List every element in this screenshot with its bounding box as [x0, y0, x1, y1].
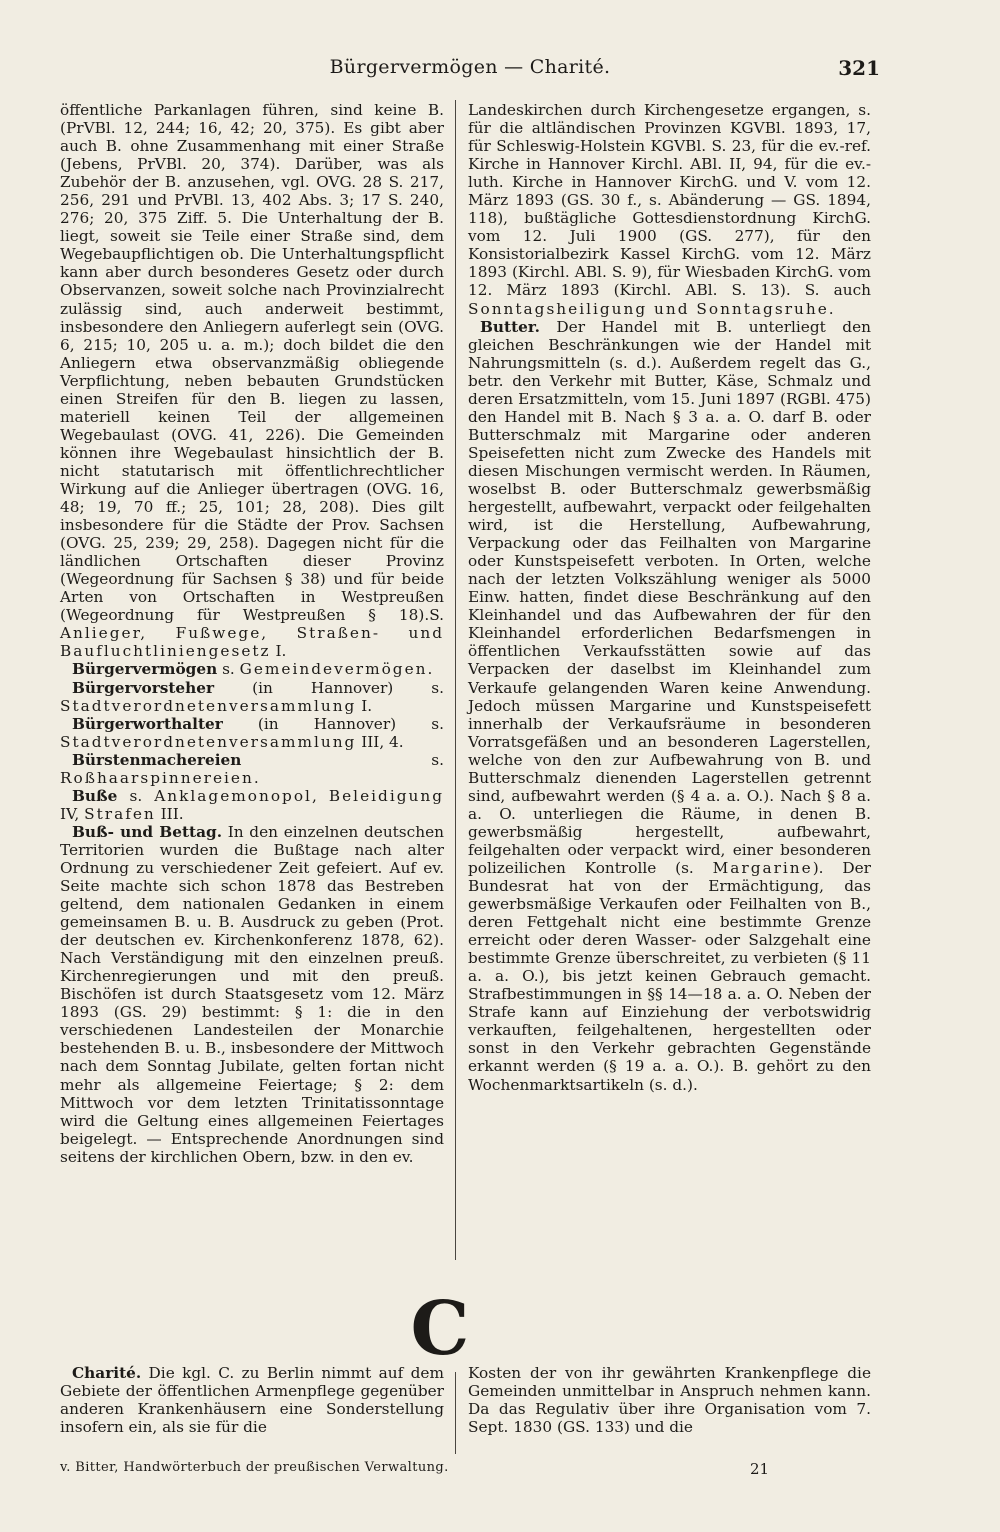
entry-buss-und-bettag: Buß- und Bettag. In den einzelnen deutschen Territorien wurden die Bußtage nach alter Ordnung zu verschiedener Zeit gefeiert. Auf ev. Seite machte sich schon 1878 das Bestreben geltend, dem nationalen Gedanken in einem gemeinsamen B. u. B. Ausdruck zu geben (Prot. der deutschen ev. Kirchenkonferenz 1878, 62). Nach Verständigung mit den einzelnen preuß. Kirchenregierungen und mit den preuß. Bischöfen ist durch Staatsgesetz vom 12. März 1893 (GS. 29) bestimmt: § 1: die in den verschiedenen Landesteilen der Monarchie bestehenden B. u. B., insbesondere der Mittwoch nach dem Sonntag Jubilate, gelten fortan nicht mehr als allgemeine Feiertage; § 2: dem Mittwoch vor dem letzten Trinitatissonntage wird die Geltung eines allgemeinen Feiertages beigelegt. — Entsprechende Anordnungen sind seitens der kirchlichen Obern, bzw. in den ev. [60, 822, 444, 1166]
headword: Buß- und Bettag. [72, 822, 223, 841]
left-column [60, 101, 444, 1166]
headword: Bürgervermögen [72, 660, 218, 679]
cross-reference: Anlieger, Fußwege, Straßen- und Baufluchtliniengesetz [60, 624, 444, 661]
column-rule-bottom [455, 1372, 456, 1454]
entry-buergervorsteher: Bürgervorsteher (in Hannover) s. Stadtverordnetenversammlung I. [60, 678, 444, 715]
left-column-bottom [60, 1364, 444, 1436]
cross-reference: Stadtverordnetenversammlung [60, 732, 357, 751]
entry-buergerworthalter: Bürgerworthalter (in Hannover) s. Stadtverordnetenversammlung III, 4. [60, 714, 444, 751]
column-rule [455, 100, 456, 1260]
cross-reference: Anklagemonopol [154, 786, 312, 805]
cross-reference: Margarine [712, 858, 813, 877]
entry-busse: Buße s. Anklagemonopol, Beleidigung IV, Strafen III. [60, 786, 444, 823]
entry-butter: Butter. Der Handel mit B. unterliegt den gleichen Beschränkungen wie der Handel mit Nahrungsmitteln (s. d.). Außerdem regelt das G., betr. den Verkehr mit Butter, Käse, Schmalz und deren Ersatzmitteln, vom 15. Juni 1897 (RGBl. 475) den Handel mit B. Nach § 3 a. a. O. darf B. oder Butterschmalz mit Margarine oder anderen Speisefetten nicht zum Zwecke des Handels mit diesen Mischungen vermischt werden. In Räumen, woselbst B. oder Butterschmalz gewerbsmäßig hergestellt, aufbewahrt, verpackt oder feilgehalten wird, ist die Herstellung, Aufbewahrung, Verpackung oder das Feilhalten von Margarine oder Kunstspeisefett verboten. In Orten, welche nach der letzten Volkszählung weniger als 5000 Einw. hatten, findet diese Beschränkung auf den Kleinhandel und das Aufbewahren der für den Kleinhandel erforderlichen Bedarfsmengen in öffentlichen Verkaufsstätten sowie auf das Verpacken der daselbst im Kleinhandel zum Verkaufe gelangenden Waren keine Anwendung. Jedoch müssen Margarine und Kunstspeisefett innerhalb der Verkaufsräume in besonderen Vorratsgefäßen und an besonderen Lagerstellen, welche von den zur Aufbewahrung von B. und Butterschmalz dienenden Lagerstellen getrennt sind, aufbewahrt werden (§ 4 a. a. O.). Nach § 8 a. a. O. unterliegen die Räume, in denen B. gewerbsmäßig hergestellt, aufbewahrt, feilgehalten oder verpackt wird, einer besonderen polizeilichen Kontrolle (s. Margarine). Der Bundesrat hat von der Ermächtigung, das gewerbsmäßige Verkaufen oder Feilhalten von B., deren Fettgehalt nicht eine bestimmte Grenze erreicht oder deren Wasser- oder Salzgehalt eine bestimmte Grenze überschreitet, zu verbieten (§ 11 a. a. O.), bis jetzt keinen Gebrauch gemacht. Strafbestimmungen in §§ 14—18 a. a. O. Neben der Strafe kann auf Einziehung der verbotswidrig verkauften, feilgehaltenen, hergestellten oder sonst in den Verkehr gebrachten Gegenstände erkannt werden (§ 19 a. a. O.). B. gehört zu den Wochenmarktsartikeln (s. d.). [468, 317, 871, 1094]
section-letter: C [410, 1286, 470, 1372]
right-column [468, 101, 871, 1094]
cross-reference: Strafen [84, 804, 156, 823]
headword: Buße [72, 786, 118, 805]
cross-reference: Stadtverordnetenversammlung [60, 696, 357, 715]
headword: Butter. [480, 317, 540, 336]
headword: Bürstenmachereien [72, 750, 242, 769]
entry-buergervermoegen: Bürgervermögen s. Gemeindevermögen. [72, 660, 433, 679]
page-number: 321 [838, 56, 880, 80]
entry-charite: Charité. Die kgl. C. zu Berlin nimmt auf dem Gebiete der öffentlichen Armenpflege gegenüber anderen Krankenhäusern eine Sonderstellung insofern ein, als sie für die [60, 1364, 444, 1437]
imprint-line: v. Bitter, Handwörterbuch der preußischen Verwaltung. [60, 1460, 449, 1475]
paragraph-bettag-continued: Landeskirchen durch Kirchengesetze ergangen, s. für die altländischen Provinzen KGVBl. 1893, 17, für Schleswig-Holstein KGVBl. S. 23, für die ev.-ref. Kirche in Hannover Kirchl. ABl. II, 94, für die ev.-luth. Kirche in Hannover KirchG. und V. vom 12. März 1893 (GS. 30 f., s. Abänderung — GS. 1894, 118), bußtägliche Gottesdienstordnung KirchG. vom 12. Juli 1900 (GS. 277), für den Konsistorialbezirk Kassel KirchG. vom 12. März 1893 (Kirchl. ABl. S. 9), für Wiesbaden KirchG. vom 12. März 1893 (Kirchl. ABl. S. 13). S. auch Sonntagsheiligung und Sonntagsruhe. [468, 101, 871, 318]
page-footer [60, 1460, 880, 1482]
cross-reference: Sonntagsheiligung und Sonntagsruhe [468, 299, 829, 318]
right-column-bottom [468, 1364, 871, 1436]
entry-buerstenmachereien: Bürstenmachereien s. Roßhaarspinnereien. [60, 750, 444, 787]
sheet-signature: 21 [750, 1460, 770, 1478]
running-head: Bürgervermögen — Charité. [329, 56, 611, 78]
headword: Bürgerworthalter [72, 714, 223, 733]
cross-reference: Beleidigung [328, 786, 444, 805]
page-header [60, 56, 880, 84]
cross-reference: Roßhaarspinnereien [60, 768, 254, 787]
paragraph-charite-continued: Kosten der von ihr gewährten Krankenpflege die Gemeinden unmittelbar in Anspruch nehmen kann. Da das Regulativ über ihre Organisation vom 7. Sept. 1830 (GS. 133) und die [468, 1364, 871, 1437]
headword: Bürgervorsteher [72, 678, 215, 697]
headword: Charité. [72, 1364, 142, 1382]
cross-reference: Gemeindevermögen [239, 660, 428, 679]
paragraph-buergersteig-continued: öffentliche Parkanlagen führen, sind keine B. (PrVBl. 12, 244; 16, 42; 20, 375). Es gibt aber auch B. ohne Zusammenhang mit einer Straße (Jebens, PrVBl. 20, 374). Darüber, was als Zubehör der B. anzusehen, vgl. OVG. 28 S. 217, 256, 291 und PrVBl. 13, 402 Abs. 3; 17 S. 240, 276; 20, 375 Ziff. 5. Die Unterhaltung der B. liegt, soweit sie Teile einer Straße sind, dem Wegebaupflichtigen ob. Die Unterhaltungspflicht kann aber durch besonderes Gesetz oder durch Observanzen, soweit solche nach Provinzialrecht zulässig sind, auch anderweit bestimmt, insbesondere den Anliegern auferlegt sein (OVG. 6, 215; 10, 205 u. a. m.); doch bildet die den Anliegern etwa observanzmäßig obliegende Verpflichtung, neben bebauten Grundstücken einen Streifen für den B. liegen zu lassen, materiell keinen Teil der allgemeinen Wegebaulast (OVG. 41, 226). Die Gemeinden können ihre Wegebaulast hinsichtlich der B. nicht statutarisch mit öffentlichrechtlicher Wirkung auf die Anlieger übertragen (OVG. 16, 48; 19, 70 ff.; 25, 101; 28, 208). Dies gilt insbesondere für die Städte der Prov. Sachsen (OVG. 25, 239; 29, 258). Dagegen nicht für die ländlichen Ortschaften dieser Provinz (Wegeordnung für Sachsen § 38) und für beide Arten von Ortschaften in Westpreußen (Wegeordnung für Westpreußen § 18).S. Anlieger, Fußwege, Straßen- und Baufluchtliniengesetz I. [60, 101, 444, 661]
